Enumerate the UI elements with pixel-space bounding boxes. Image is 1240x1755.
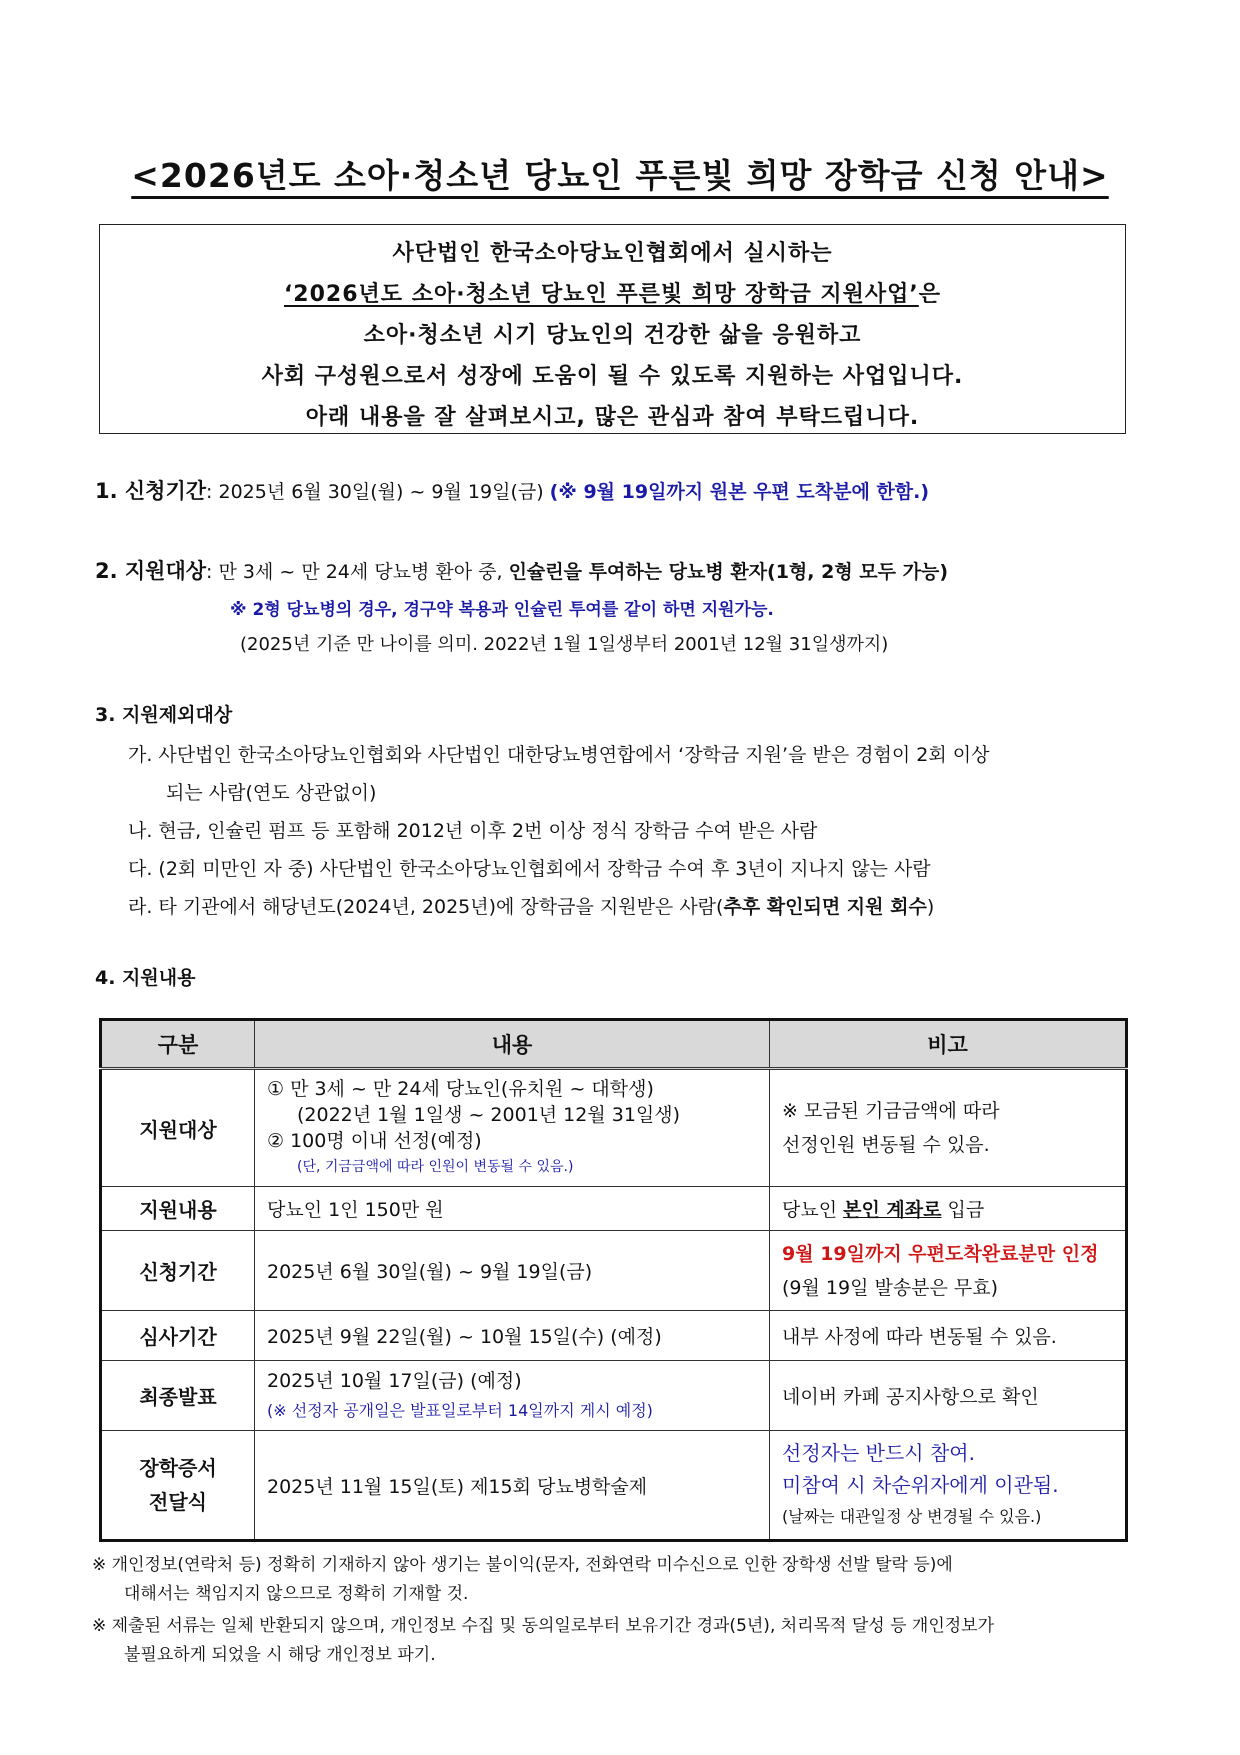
ceremony-label-1: 장학증서 <box>139 1456 217 1480</box>
row-content-ceremony: 2025년 11월 15일(토) 제15회 당뇨병학술제 <box>255 1431 770 1541</box>
section-3-item-d <box>128 892 934 919</box>
footnote-1-line-1: ※ 개인정보(연락처 등) 정확히 기재하지 않아 생기는 불이익(문자, 전화연락 미수신으로 인한 장학생 선발 탈락 등)에 <box>92 1555 953 1575</box>
row-label-content: 지원내용 <box>101 1187 255 1231</box>
section-1-text: : 2025년 6월 30일(월) ~ 9월 19일(금) <box>206 481 550 503</box>
table-header-row <box>101 1020 1127 1069</box>
table-header-remarks: 비고 <box>770 1020 1127 1069</box>
row-content-amount: 당뇨인 1인 150만 원 <box>255 1187 770 1231</box>
ceremony-label-2: 전달식 <box>149 1490 207 1514</box>
intro-line-2 <box>100 274 1125 315</box>
target-line-2: (2022년 1월 1일생 ~ 2001년 12월 31일생) <box>297 1104 681 1126</box>
announcement-line-1: 2025년 10월 17일(금) (예정) <box>267 1369 522 1392</box>
footnote-1 <box>92 1551 1152 1609</box>
section-2-heading: 2. 지원대상 <box>95 559 207 583</box>
target-note-1: ※ 모금된 기금금액에 따라 <box>782 1100 1000 1122</box>
section-3-item-d-tail: ) <box>926 896 935 918</box>
section-2-note: ※ 2형 당뇨병의 경우, 경구약 복용과 인슐린 투여를 같이 하면 지원가능. <box>230 600 774 620</box>
support-table <box>99 1018 1128 1542</box>
section-2-bold: 인슐린을 투여하는 당뇨병 환자(1형, 2형 모두 가능) <box>508 561 949 583</box>
ceremony-note-3: (날짜는 대관일정 상 변경될 수 있음.) <box>782 1507 1042 1526</box>
ceremony-note-1: 선정자는 반드시 참여. <box>782 1441 975 1465</box>
section-3-item-d-text: 라. 타 기관에서 해당년도(2024년, 2025년)에 장학금을 지원받은 사람( <box>128 896 724 918</box>
section-4-heading: 4. 지원내용 <box>95 967 196 989</box>
footnote-1-line-2: 대해서는 책임지지 않으므로 정확히 기재할 것. <box>124 1584 469 1604</box>
page-title: <2026년도 소아·청소년 당뇨인 푸른빛 희망 장학금 신청 안내> <box>131 156 1109 195</box>
table-header-content: 내용 <box>255 1020 770 1069</box>
table-row <box>101 1361 1127 1431</box>
section-3-item-a: 가. 사단법인 한국소아당뇨인협회와 사단법인 대한당뇨병연합에서 ‘장학금 지원’을 받은 경험이 2회 이상 <box>128 744 990 766</box>
row-note-target <box>770 1069 1127 1187</box>
footnote-2-line-1: ※ 제출된 서류는 일체 반환되지 않으며, 개인정보 수집 및 동의일로부터 보유기간 경과(5년), 처리목적 달성 등 개인정보가 <box>92 1616 995 1636</box>
row-note-period <box>770 1231 1127 1311</box>
intro-line-1: 사단법인 한국소아당뇨인협회에서 실시하는 <box>392 241 833 266</box>
section-1-note: (※ 9월 19일까지 원본 우편 도착분에 한함.) <box>549 481 930 503</box>
section-3-item-b: 나. 현금, 인슐린 펌프 등 포함해 2012년 이후 2번 이상 정식 장학금 수여 받은 사람 <box>128 820 818 842</box>
intro-line-3: 소아·청소년 시기 당뇨인의 건강한 삶을 응원하고 <box>363 323 862 348</box>
intro-line-4: 사회 구성원으로서 성장에 도움이 될 수 있도록 지원하는 사업입니다. <box>261 364 964 389</box>
section-1-heading: 1. 신청기간 <box>95 479 207 503</box>
row-label-target: 지원대상 <box>101 1069 255 1187</box>
section-2 <box>95 555 948 585</box>
section-3-item-c: 다. (2회 미만인 자 중) 사단법인 한국소아당뇨인협회에서 장학금 수여 후 3년이 지나지 않는 사람 <box>128 858 931 880</box>
intro-program-name: ‘2026년도 소아·청소년 당뇨인 푸른빛 희망 장학금 지원사업’ <box>283 282 919 307</box>
section-1 <box>95 475 929 505</box>
period-note-1: 9월 19일까지 우편도착완료분만 인정 <box>782 1242 1099 1265</box>
table-row <box>101 1187 1127 1231</box>
section-3-item-a-cont: 되는 사람(연도 상관없이) <box>166 782 377 804</box>
section-3-item-d-bold: 추후 확인되면 지원 회수 <box>723 896 927 918</box>
table-header-category: 구분 <box>101 1020 255 1069</box>
target-line-3: ② 100명 이내 선정(예정) <box>267 1130 482 1152</box>
intro-line-5: 아래 내용을 잘 살펴보시고, 많은 관심과 참여 부탁드립니다. <box>305 405 920 430</box>
amount-note-pre: 당뇨인 <box>782 1199 844 1221</box>
row-label-ceremony <box>101 1431 255 1541</box>
table-row <box>101 1231 1127 1311</box>
row-note-amount <box>770 1187 1127 1231</box>
target-line-1: ① 만 3세 ~ 만 24세 당뇨인(유치원 ~ 대학생) <box>267 1078 654 1100</box>
row-content-period: 2025년 6월 30일(월) ~ 9월 19일(금) <box>255 1231 770 1311</box>
announcement-line-2: (※ 선정자 공개일은 발표일로부터 14일까지 게시 예정) <box>267 1400 653 1420</box>
target-note-2: 선정인원 변동될 수 있음. <box>782 1134 990 1156</box>
amount-note-bold: 본인 계좌로 <box>843 1199 942 1221</box>
section-2-text: : 만 3세 ~ 만 24세 당뇨병 환아 중, <box>206 561 509 583</box>
intro-line-2-tail: 은 <box>918 282 942 307</box>
table-row <box>101 1431 1127 1541</box>
row-content-announcement <box>255 1361 770 1431</box>
table-row <box>101 1311 1127 1361</box>
amount-note-post: 입금 <box>941 1199 985 1221</box>
section-2-age: (2025년 기준 만 나이를 의미. 2022년 1월 1일생부터 2001년 12월 31일생까지) <box>240 634 889 655</box>
footnote-2-line-2: 불필요하게 되었을 시 해당 개인정보 파기. <box>124 1645 436 1665</box>
row-note-ceremony <box>770 1431 1127 1541</box>
row-label-announcement: 최종발표 <box>101 1361 255 1431</box>
row-label-review: 심사기간 <box>101 1311 255 1361</box>
footnote-2 <box>92 1612 1152 1670</box>
ceremony-note-2: 미참여 시 차순위자에게 이관됨. <box>782 1473 1059 1497</box>
target-line-4: (단, 기금금액에 따라 인원이 변동될 수 있음.) <box>297 1159 574 1175</box>
row-label-period: 신청기간 <box>101 1231 255 1311</box>
row-content-review: 2025년 9월 22일(월) ~ 10월 15일(수) (예정) <box>255 1311 770 1361</box>
section-3-heading: 3. 지원제외대상 <box>95 704 233 726</box>
table-row <box>101 1069 1127 1187</box>
period-note-2: (9월 19일 발송분은 무효) <box>782 1276 999 1299</box>
row-note-review: 내부 사정에 따라 변동될 수 있음. <box>770 1311 1127 1361</box>
intro-box <box>99 224 1126 434</box>
row-content-target <box>255 1069 770 1187</box>
row-note-announcement: 네이버 카페 공지사항으로 확인 <box>770 1361 1127 1431</box>
